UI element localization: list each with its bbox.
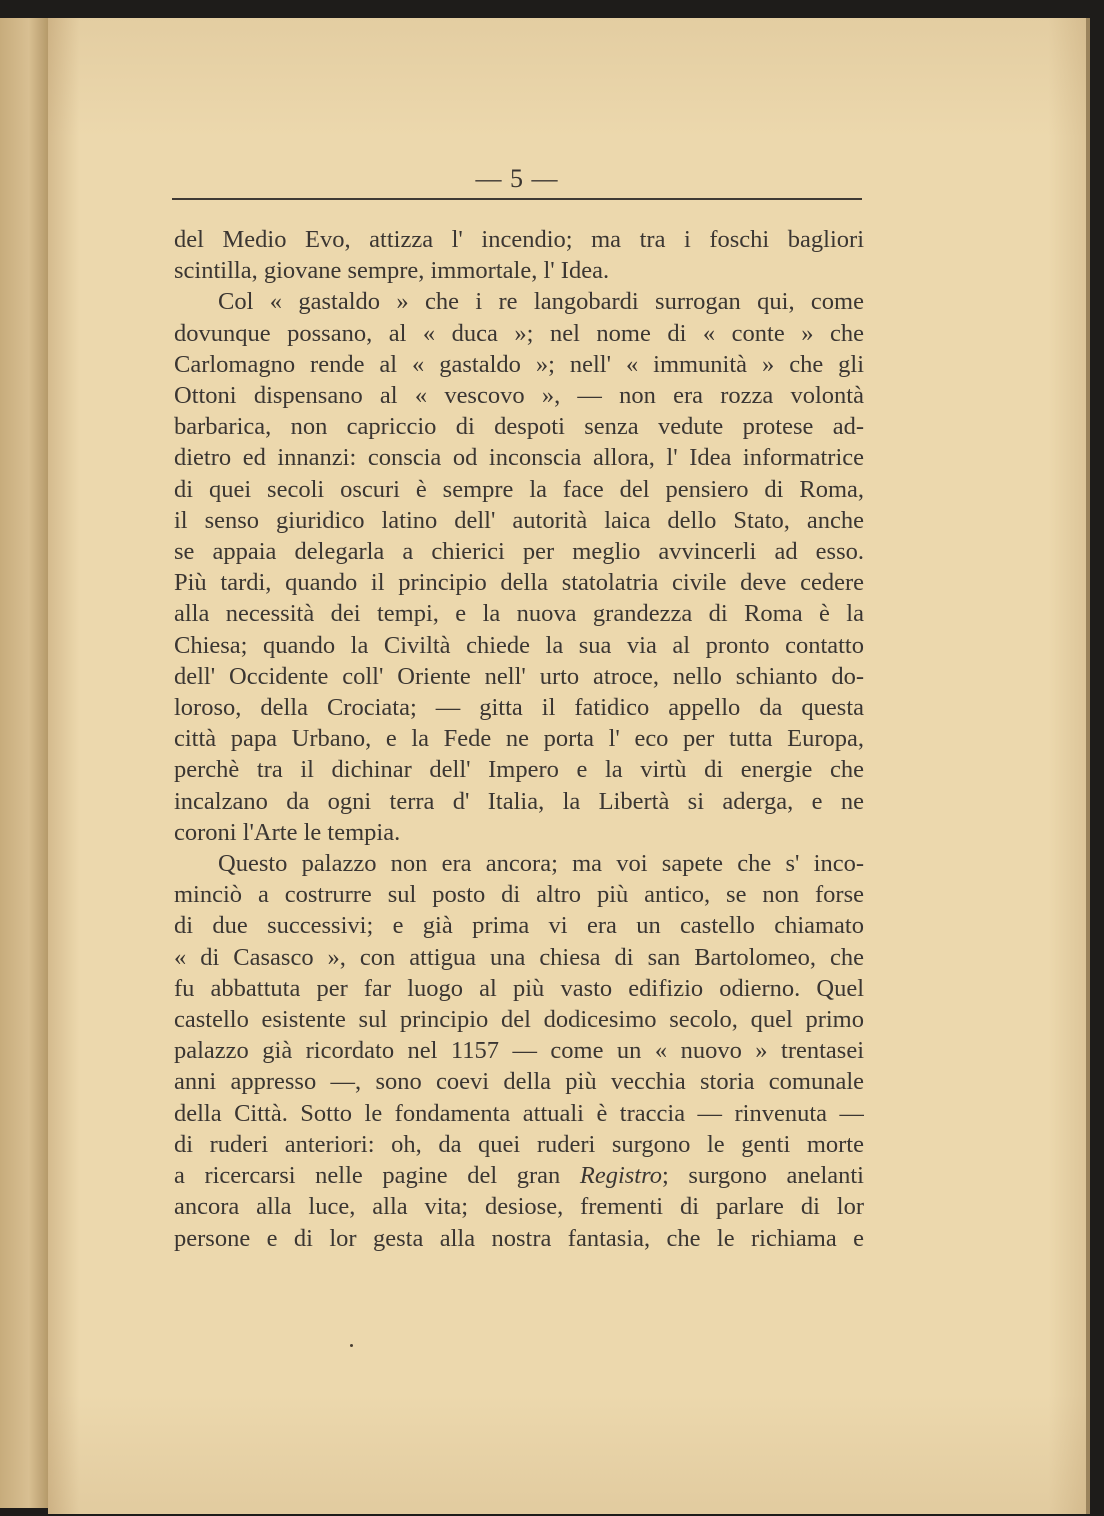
text-line: Più tardi, quando il principio della statolatria civile deve cedere: [174, 569, 864, 597]
text-line: Col « gastaldo » che i re langobardi surrogan qui, come: [218, 288, 864, 316]
text-line: anni appresso —, sono coevi della più vecchia storia comunale: [174, 1068, 864, 1096]
text-line: se appaia delegarla a chierici per meglio avvincerli ad esso.: [174, 538, 864, 566]
text-line: coroni l'Arte le tempia.: [174, 818, 401, 846]
text-line: incalzano da ogni terra d' Italia, la Libertà si aderga, e ne: [174, 787, 864, 815]
text-line: della Città. Sotto le fondamenta attuali è traccia — rinvenuta —: [174, 1099, 864, 1127]
text-line: Chiesa; quando la Civiltà chiede la sua via al pronto contatto: [174, 631, 864, 659]
text-line: palazzo già ricordato nel 1157 — come un « nuovo » trentasei: [174, 1037, 864, 1065]
text-line: minciò a costrurre sul posto di altro più antico, se non forse: [174, 881, 864, 909]
text-line: a ricercarsi nelle pagine del gran Registro; surgono anelanti: [174, 1162, 864, 1190]
text-line: fu abbattuta per far luogo al più vasto edifizio odierno. Quel: [174, 974, 864, 1002]
text-line: « di Casasco », con attigua una chiesa di san Bartolomeo, che: [174, 943, 864, 971]
page-number: — 5 —: [475, 164, 559, 193]
text-line: di due successivi; e già prima vi era un castello chiamato: [174, 912, 864, 940]
text-line: dell' Occidente coll' Oriente nell' urto atroce, nello schianto do-: [174, 662, 864, 690]
paragraph: [174, 848, 864, 1254]
text-line: alla necessità dei tempi, e la nuova grandezza di Roma è la: [174, 600, 864, 628]
text-line: di quei secoli oscuri è sempre la face del pensiero di Roma,: [174, 475, 864, 503]
paragraph: [174, 286, 864, 848]
italic-title: Registro: [579, 1162, 662, 1190]
text-line: persone e di lor gesta alla nostra fantasia, che le richiama e: [174, 1224, 864, 1252]
text-line: barbarica, non capriccio di despoti senza vedute protese ad-: [174, 413, 864, 441]
text-line: di ruderi anteriori: oh, da quei ruderi surgono le genti morte: [174, 1130, 864, 1158]
page-header: [172, 160, 862, 204]
body-text: [174, 224, 864, 1254]
text-line: del Medio Evo, attizza l' incendio; ma tra i foschi bagliori: [174, 226, 864, 253]
text-line: il senso giuridico latino dell' autorità laica dello Stato, anche: [174, 506, 864, 534]
text-line: dietro ed innanzi: conscia od inconscia allora, l' Idea informatrice: [174, 444, 864, 472]
ink-speck: [350, 1344, 353, 1347]
text-line: castello esistente sul principio del dodicesimo secolo, quel primo: [174, 1006, 864, 1034]
text-line: città papa Urbano, e la Fede ne porta l' eco per tutta Europa,: [174, 725, 864, 753]
text-line: Carlomagno rende al « gastaldo »; nell' « immunità » che gli: [174, 350, 864, 378]
text-line: loroso, della Crociata; — gitta il fatidico appello da questa: [174, 694, 864, 722]
text-line: dovunque possano, al « duca »; nel nome di « conte » che: [174, 319, 864, 347]
paragraph: [174, 224, 864, 286]
page-right-edge: [1086, 18, 1090, 1514]
text-line: Ottoni dispensano al « vescovo », — non era rozza volontà: [174, 382, 864, 410]
facing-page-edge: [0, 18, 48, 1508]
text-line: Questo palazzo non era ancora; ma voi sapete che s' inco-: [218, 850, 864, 878]
text-line: ancora alla luce, alla vita; desiose, frementi di parlare di lor: [174, 1193, 864, 1221]
header-rule: [172, 198, 862, 200]
text-line: perchè tra il dichinar dell' Impero e la virtù di energie che: [174, 756, 864, 784]
text-line: scintilla, giovane sempre, immortale, l' Idea.: [174, 257, 610, 285]
